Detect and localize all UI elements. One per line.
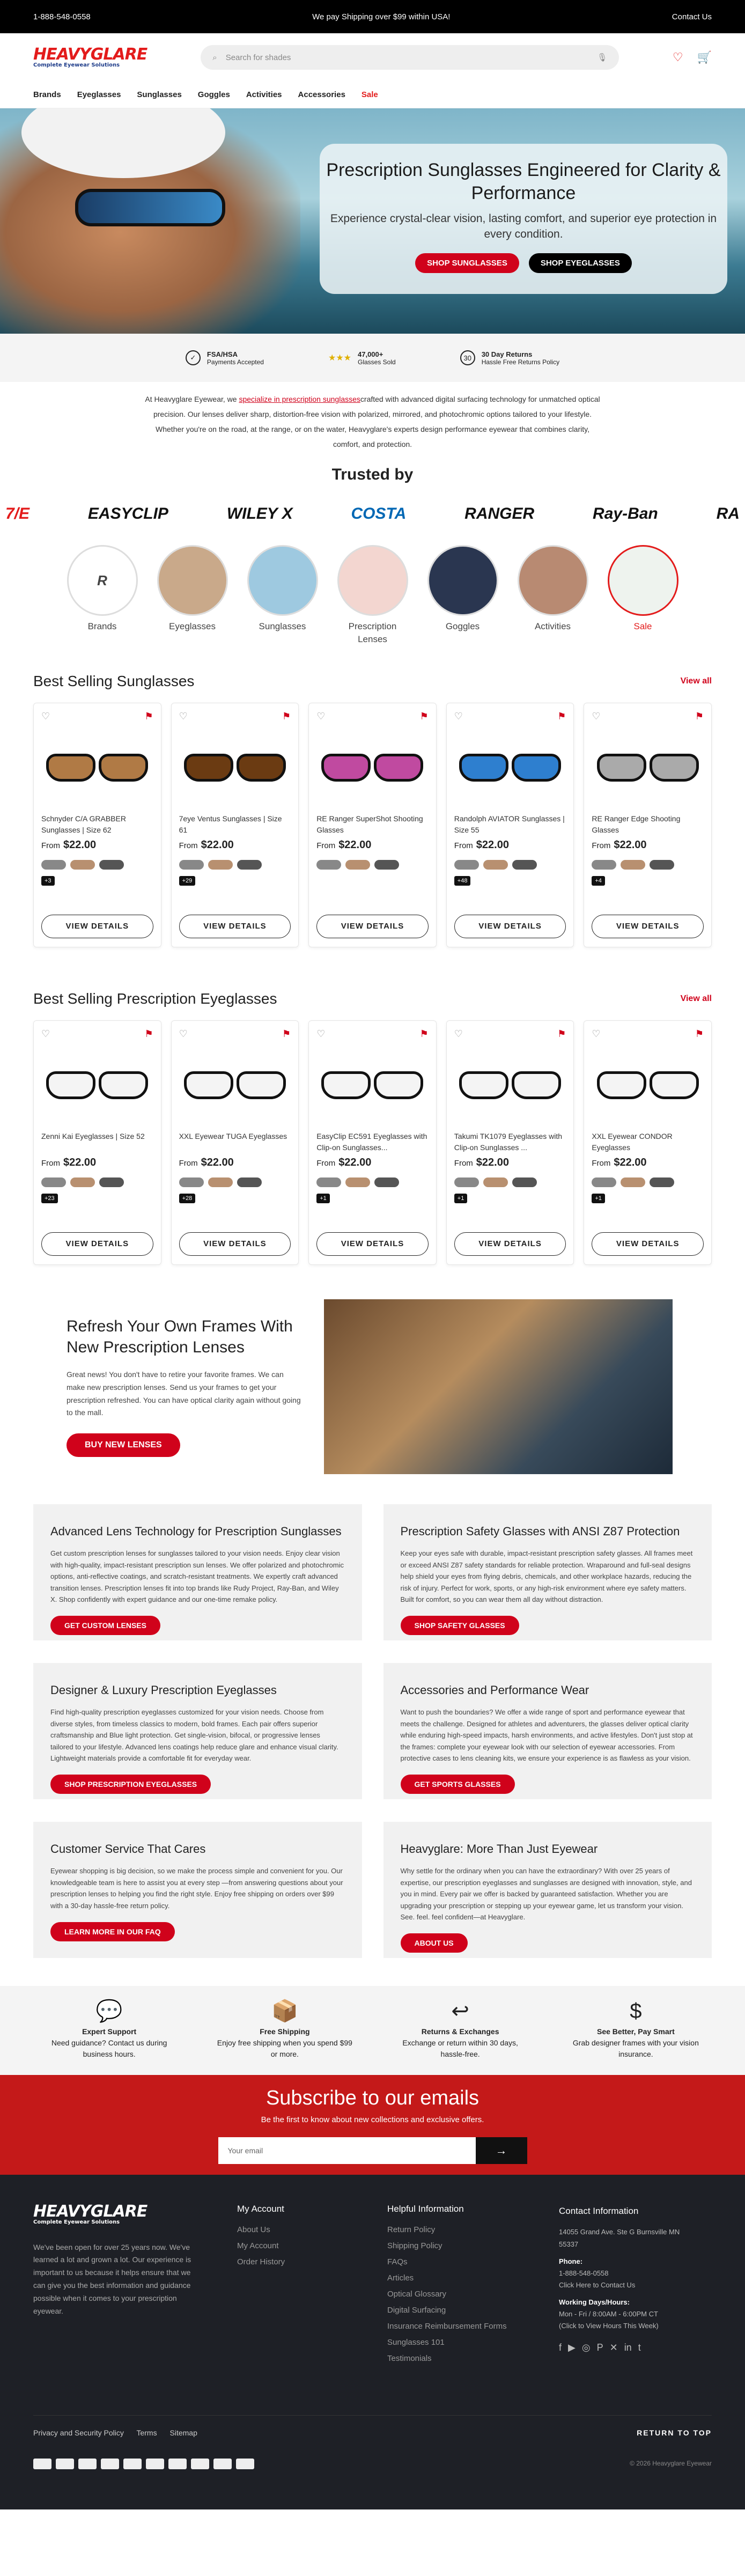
discover-icon [101, 2459, 119, 2469]
hero-card [320, 144, 727, 294]
product-card[interactable] [446, 1020, 574, 1265]
social-icons [559, 2339, 698, 2356]
view-details-button[interactable]: VIEW DETAILS [454, 1232, 566, 1256]
info-box: Advanced Lens Technology for Prescription Sunglasses Get custom prescription lenses for sunglasses tailored to your vision needs. Enjoy clear vision with high-quality, impact-resistant prescription sun lenses. We offer polarized and photochromic options, anti-reflective coatings, and scratch-resistant treatments. We expertly craft advanced transition lenses. Prescription lenses fit into top brands like Rudy Project, Ray-Ban, and Wiley X. Shop confidently with expert guidance and our one-time remake policy. GET CUSTOM LENSES [33, 1504, 362, 1640]
box-icon: 📦 [271, 1999, 298, 2023]
footer-link[interactable]: FAQs [387, 2257, 408, 2266]
facebook-icon[interactable]: f [559, 2342, 562, 2353]
sale-tag-icon: ⚑ [144, 710, 153, 722]
nav-goggles[interactable]: Goggles [197, 90, 230, 99]
email-input[interactable]: Your email [218, 2137, 476, 2164]
footer-about: We've been open for over 25 years now. We've learned a lot and grown a lot. Our experience is important to us because it helps ensure that we can give you the best information and guidance possible when it comes to your prescription eyewear. [33, 2242, 191, 2315]
linkedin-icon[interactable]: in [624, 2342, 632, 2353]
refresh-title: Refresh Your Own Frames With New Prescription Lenses [67, 1318, 293, 1356]
color-swatches[interactable] [316, 1177, 429, 1187]
category-row [0, 545, 745, 646]
product-card[interactable] [33, 1020, 161, 1265]
hero-sunglasses [75, 189, 225, 226]
more-colors-badge[interactable]: +4 [592, 876, 605, 886]
subscribe-text: Be the first to know about new collections and exclusive offers. [261, 2115, 484, 2124]
nav-brands[interactable]: Brands [33, 90, 61, 99]
trust-fsa: ✓ FSA/HSA Payments Accepted [186, 350, 264, 366]
view-details-button[interactable]: VIEW DETAILS [179, 1232, 291, 1256]
color-swatches[interactable] [454, 1177, 566, 1187]
main-nav [0, 82, 745, 108]
color-swatches[interactable] [41, 860, 153, 870]
sitemap-link[interactable]: Sitemap [169, 2428, 197, 2437]
feature-returns: ↩ Returns & Exchanges Exchange or return within 30 days, hassle-free. [390, 2000, 530, 2060]
footer-phone[interactable]: 1-888-548-0558 [559, 2269, 609, 2277]
footer-link[interactable]: Sunglasses 101 [387, 2337, 445, 2347]
top-bar [0, 0, 745, 33]
footer-link[interactable]: Shipping Policy [387, 2241, 442, 2250]
footer-link[interactable]: Order History [237, 2257, 285, 2266]
wishlist-heart-icon[interactable]: ♡ [592, 1028, 601, 1039]
wishlist-heart-icon[interactable]: ♡ [179, 1028, 188, 1039]
brand-logo[interactable]: COSTA [351, 505, 407, 522]
info-box: Customer Service That Cares Eyewear shopping is big decision, so we make the process simple and convenient for you. Our knowledgeable team is here to assist you at every step —from answering questions about your prescription lenses to helping you find the right style. Enjoy free shipping on orders over $99 with a 30-day hassle-free return policy. LEARN MORE IN OUR FAQ [33, 1822, 362, 1958]
view-details-button[interactable]: VIEW DETAILS [41, 915, 153, 938]
mic-icon[interactable]: 🎙 [597, 53, 608, 62]
brand-carousel [0, 487, 745, 541]
trust-sold: ★★★ 47,000+ Glasses Sold [328, 350, 396, 366]
wishlist-heart-icon[interactable]: ♡ [592, 710, 601, 722]
product-card[interactable] [171, 1020, 299, 1265]
sale-tag-icon: ⚑ [282, 1028, 291, 1039]
youtube-icon[interactable]: ▶ [568, 2342, 576, 2353]
category-prescription-lenses[interactable]: Prescription Lenses [337, 545, 408, 646]
category-brands[interactable]: R Brands [67, 545, 138, 646]
subscribe-section [0, 2075, 745, 2175]
product-image[interactable] [592, 1045, 704, 1125]
brand-logo[interactable]: RA [716, 505, 740, 522]
product-image[interactable] [41, 1045, 153, 1125]
color-swatches[interactable] [316, 860, 429, 870]
search-bar[interactable] [201, 45, 619, 70]
wishlist-heart-icon[interactable]: ♡ [179, 710, 188, 722]
product-name[interactable]: 7eye Ventus Sunglasses | Size 61 [179, 814, 282, 834]
visa-icon [236, 2459, 254, 2469]
footer-link[interactable]: Return Policy [387, 2225, 436, 2234]
footer-link[interactable]: Digital Surfacing [387, 2305, 446, 2315]
view-details-button[interactable]: VIEW DETAILS [454, 915, 566, 938]
color-swatches[interactable] [454, 860, 566, 870]
feature-pay: $ See Better, Pay Smart Grab designer frames with your vision insurance. [566, 2000, 705, 2060]
about-us-button[interactable]: ABOUT US [401, 1933, 468, 1953]
view-details-button[interactable]: VIEW DETAILS [592, 1232, 704, 1256]
product-name[interactable]: EasyClip EC591 Eyeglasses with Clip-on Sunglasses... [316, 1131, 427, 1152]
info-box: Heavyglare: More Than Just Eyewear Why settle for the ordinary when you can have the extraordinary? With over 25 years of expertise, our prescription eyeglasses and sunglasses are designed with innovation, style, and you in mind. Every pair we offer is backed by guaranteed satisfaction. Whether you are upgrading your prescription or stepping up your eyewear game, let us transform your vision. See. feel. feel confident—at Heavyglare. ABOUT US [383, 1822, 712, 1958]
product-price: From $22.00 [179, 838, 234, 851]
more-colors-badge[interactable]: +1 [454, 1194, 468, 1203]
more-colors-badge[interactable]: +3 [41, 876, 55, 886]
search-input[interactable]: Search for shades [225, 53, 291, 62]
brand-logo[interactable]: RANGER [464, 505, 535, 522]
product-card[interactable] [308, 1020, 437, 1265]
refresh-text: Great news! You don't have to retire your favorite frames. We can make new prescription lenses. Send us your frames to get your prescription refreshed. You can have optical clarity again without going to the mall. [67, 1370, 301, 1417]
promo-text: We pay Shipping over $99 within USA! [312, 12, 451, 21]
product-image[interactable] [179, 727, 291, 808]
shop-sunglasses-button[interactable]: SHOP SUNGLASSES [415, 253, 519, 273]
footer-link[interactable]: Optical Glossary [387, 2289, 447, 2299]
more-colors-badge[interactable]: +48 [454, 876, 471, 886]
wishlist-heart-icon[interactable]: ♡ [672, 50, 683, 64]
product-card[interactable] [308, 703, 437, 947]
search-icon: ⌕ [212, 53, 217, 62]
feature-shipping: 📦 Free Shipping Enjoy free shipping when you spend $99 or more. [215, 2000, 355, 2060]
product-price: From $22.00 [592, 1156, 647, 1168]
sale-tag-icon: ⚑ [282, 710, 291, 722]
category-sunglasses[interactable]: Sunglasses [247, 545, 318, 646]
color-swatches[interactable] [592, 860, 704, 870]
eyeglasses-section-header [0, 990, 745, 1007]
product-image[interactable] [316, 727, 429, 808]
contact-link[interactable]: Contact Us [672, 12, 712, 21]
info-box: Accessories and Performance Wear Want to push the boundaries? We offer a wide range of sport and performance eyewear that meets the challenge. Designed for athletes and adventurers, the glasses deliver optical clarity while enduring high-speed impacts, harsh environments, and active lifestyles. Don't just stop at the frames: complete your eyewear look with our selection of eyewear accessories. From protective cases to lens cleaning kits, we ensure your experience is as flawless as your vision. GET SPORTS GLASSES [383, 1663, 712, 1799]
hero-banner [0, 108, 745, 334]
product-price: From $22.00 [41, 1156, 97, 1168]
brand-logo[interactable]: EASYCLIP [87, 505, 168, 522]
view-details-button[interactable]: VIEW DETAILS [316, 1232, 429, 1256]
sale-tag-icon: ⚑ [695, 1028, 704, 1039]
dollar-icon: $ [630, 1999, 642, 2023]
product-image[interactable] [592, 727, 704, 808]
more-colors-badge[interactable]: +1 [316, 1194, 330, 1203]
shop-eyeglasses-button[interactable]: SHOP EYEGLASSES [529, 253, 632, 273]
check-icon: ✓ [186, 350, 201, 365]
color-swatches[interactable] [592, 1177, 704, 1187]
footer-link[interactable]: Articles [387, 2273, 414, 2283]
product-price: From $22.00 [179, 1156, 234, 1168]
return-to-top-button[interactable]: RETURN TO TOP [637, 2428, 712, 2437]
refresh-section [0, 1299, 745, 1474]
product-name[interactable]: Schnyder C/A GRABBER Sunglasses | Size 62 [41, 814, 126, 834]
view-all-link[interactable]: View all [680, 676, 712, 686]
product-card[interactable] [584, 703, 712, 947]
footer: HEAVYGLARE Complete Eyewear Solutions We've been open for over 25 years now. We've learned a lot and grown a lot. Our experience is important to us because it helps ensure that we can give you the best information and guidance possible when it comes to your prescription eyewear. My Account About Us My Account Order History Helpful Information Return Policy Shipping Policy FAQs Articles Optical Glossary Digital Surfacing Insurance Reimbursement Forms Sunglasses 101 Testimonials Contact Information 14055 Grand Ave. Ste G Burnsville MN 55337 Phone: 1-888-548-0558 Click Here to Contact Us Working Days/Hours: Mon - Fri / 8:00AM - 6:00PM CT (Click to View Hours This Week) f ▶ ◎ P ✕ in t Privacy and Security Policy Terms Sitemap RETURN TO TOP © 2026 Heavyglare Eyewear [0, 2175, 745, 2509]
product-image[interactable] [454, 1045, 566, 1125]
info-box: Designer & Luxury Prescription Eyeglasses Find high-quality prescription eyeglasses customized for your vision needs. Choose from diverse styles, from timeless classics to modern, bold frames. Each pair offers superior craftsmanship and Blue light protection. Get single-vision, bifocal, or progressive lenses tailored to your lifestyle. Advanced lens coatings help reduce glare and enhance visual clarity. Lightweight materials provide a comfortable fit for everyday wear. SHOP PRESCRIPTION EYEGLASSES [33, 1663, 362, 1799]
contact-link[interactable]: Click Here to Contact Us [559, 2280, 636, 2289]
intro-text: At Heavyglare Eyewear, we specialize in prescription sunglassescrafted with advanced digital surfacing technology for unmatched optical precision. Our lenses deliver sharp, distortion-free vision with polarized, mirrored, and photochromic options tailored to your lifestyle. Whether you're on the road, at the range, or on the water, Heavyglare's experts design performance eyewear that combines clarity, comfort, and protection. [145, 395, 600, 448]
pinterest-icon[interactable]: P [596, 2342, 603, 2353]
product-price: From $22.00 [41, 838, 97, 851]
product-price: From $22.00 [454, 1156, 509, 1168]
sale-tag-icon: ⚑ [419, 1028, 429, 1039]
category-goggles[interactable]: Goggles [427, 545, 498, 646]
nav-eyeglasses[interactable]: Eyeglasses [77, 90, 121, 99]
address: 14055 Grand Ave. Ste G Burnsville MN 55337 [559, 2228, 680, 2248]
info-boxes [0, 1504, 745, 1958]
color-swatches[interactable] [179, 860, 291, 870]
nav-sunglasses[interactable]: Sunglasses [137, 90, 182, 99]
product-image[interactable] [41, 727, 153, 808]
product-name[interactable]: XXL Eyewear CONDOR Eyeglasses [592, 1131, 673, 1152]
trusted-title: Trusted by [331, 466, 414, 483]
info-box: Prescription Safety Glasses with ANSI Z87 Protection Keep your eyes safe with durable, impact-resistant prescription safety glasses. All frames meet or exceed ANSI Z87 safety standards for reliable protection. Wraparound and full-seal designs help shield your eyes from flying debris, chemicals, and other workplace hazards, reducing the risk of injury. Perfect for work, sports, or any high-risk environment where eye safety matters. Built for comfort, so you can wear them all day without distraction. SHOP SAFETY GLASSES [383, 1504, 712, 1640]
feature-support: 💬 Expert Support Need guidance? Contact us during business hours. [40, 2000, 179, 2060]
shop-safety-glasses-button[interactable]: SHOP SAFETY GLASSES [401, 1616, 519, 1635]
view-details-button[interactable]: VIEW DETAILS [41, 1232, 153, 1256]
product-price: From $22.00 [316, 1156, 372, 1168]
phone-number[interactable]: 1-888-548-0558 [33, 12, 91, 21]
tumblr-icon[interactable]: t [638, 2342, 641, 2353]
terms-link[interactable]: Terms [136, 2428, 157, 2437]
product-name[interactable]: Zenni Kai Eyeglasses | Size 52 [41, 1131, 145, 1140]
shop-prescription-eyeglasses-button[interactable]: SHOP PRESCRIPTION EYEGLASSES [50, 1775, 211, 1794]
view-all-link[interactable]: View all [680, 993, 712, 1003]
more-colors-badge[interactable]: +28 [179, 1194, 196, 1203]
wishlist-heart-icon[interactable]: ♡ [316, 1028, 326, 1039]
footer-link[interactable]: Insurance Reimbursement Forms [387, 2321, 507, 2331]
mastercard-icon [146, 2459, 164, 2469]
product-name[interactable]: Takumi TK1079 Eyeglasses with Clip-on Sunglasses ... [454, 1131, 563, 1152]
buy-new-lenses-button[interactable]: BUY NEW LENSES [67, 1433, 180, 1457]
wishlist-heart-icon[interactable]: ♡ [41, 1028, 50, 1039]
get-sports-glasses-button[interactable]: GET SPORTS GLASSES [401, 1775, 515, 1794]
product-card[interactable] [446, 703, 574, 947]
x-icon[interactable]: ✕ [609, 2342, 618, 2353]
subscribe-arrow-button[interactable]: → [476, 2137, 527, 2164]
category-sale[interactable]: Sale [608, 545, 678, 646]
color-swatches[interactable] [179, 1177, 291, 1187]
brand-logo[interactable]: WILEY X [226, 505, 293, 522]
product-price: From $22.00 [592, 838, 647, 851]
cart-icon[interactable]: 🛒 [697, 50, 712, 64]
venmo-icon [213, 2459, 232, 2469]
footer-link[interactable]: About Us [237, 2225, 270, 2234]
faq-button[interactable]: LEARN MORE IN OUR FAQ [50, 1922, 175, 1941]
nav-accessories[interactable]: Accessories [298, 90, 345, 99]
intro-link[interactable]: specialize in prescription sunglasses [239, 395, 360, 403]
product-name[interactable]: RE Ranger Edge Shooting Glasses [592, 814, 681, 834]
subscribe-title: Subscribe to our emails [265, 2086, 480, 2109]
googlepay-icon [123, 2459, 142, 2469]
site-logo[interactable]: HEAVYGLARE Complete Eyewear Solutions [33, 45, 147, 68]
eyeglasses-grid [0, 1020, 745, 1265]
more-colors-badge[interactable]: +1 [592, 1194, 605, 1203]
sunglasses-grid [0, 703, 745, 947]
footer-link[interactable]: Testimonials [387, 2353, 432, 2363]
paypal-icon [168, 2459, 187, 2469]
product-image[interactable] [454, 727, 566, 808]
payment-icons [33, 2459, 712, 2469]
color-swatches[interactable] [41, 1177, 153, 1187]
trust-bar [0, 334, 745, 382]
hero-title: Prescription Sunglasses Engineered for Clarity & Performance [326, 160, 721, 203]
product-image[interactable] [316, 1045, 429, 1125]
diners-icon [78, 2459, 97, 2469]
shoppay-icon [191, 2459, 209, 2469]
view-details-button[interactable]: VIEW DETAILS [179, 915, 291, 938]
sale-tag-icon: ⚑ [695, 710, 704, 722]
wishlist-heart-icon[interactable]: ♡ [316, 710, 326, 722]
return-arrow-icon: ↩ [451, 1999, 469, 2023]
category-eyeglasses[interactable]: Eyeglasses [157, 545, 228, 646]
product-image[interactable] [179, 1045, 291, 1125]
sale-tag-icon: ⚑ [557, 1028, 566, 1039]
hours-link[interactable]: (Click to View Hours This Week) [559, 2322, 659, 2330]
wishlist-heart-icon[interactable]: ♡ [454, 1028, 463, 1039]
copyright: © 2026 Heavyglare Eyewear [630, 2459, 712, 2467]
nav-activities[interactable]: Activities [246, 90, 282, 99]
hero-subtitle: Experience crystal-clear vision, lasting comfort, and superior eye protection in every condition. [330, 212, 717, 241]
wishlist-heart-icon[interactable]: ♡ [41, 710, 50, 722]
privacy-link[interactable]: Privacy and Security Policy [33, 2428, 124, 2437]
more-colors-badge[interactable]: +23 [41, 1194, 58, 1203]
section-title: Best Selling Prescription Eyeglasses [33, 990, 277, 1007]
trust-returns: 30 30 Day Returns Hassle Free Returns Policy [460, 350, 559, 366]
section-title: Best Selling Sunglasses [33, 672, 195, 689]
product-card[interactable] [584, 1020, 712, 1265]
more-colors-badge[interactable]: +29 [179, 876, 196, 886]
category-activities[interactable]: Activities [518, 545, 588, 646]
amex-icon [33, 2459, 51, 2469]
product-card[interactable] [171, 703, 299, 947]
returns-icon: 30 [460, 350, 475, 365]
nav-sale[interactable]: Sale [361, 90, 378, 99]
product-card[interactable] [33, 703, 161, 947]
sale-tag-icon: ⚑ [144, 1028, 153, 1039]
refresh-photo [324, 1299, 673, 1474]
product-name[interactable]: RE Ranger SuperShot Shooting Glasses [316, 814, 423, 834]
view-details-button[interactable]: VIEW DETAILS [316, 915, 429, 938]
feature-strip [0, 1986, 745, 2075]
applepay-icon [56, 2459, 74, 2469]
sale-tag-icon: ⚑ [557, 710, 566, 722]
header [0, 33, 745, 82]
product-price: From $22.00 [454, 838, 509, 851]
footer-link[interactable]: My Account [237, 2241, 279, 2250]
brand-logo[interactable]: 7/E [5, 505, 30, 522]
stars-icon: ★★★ [328, 354, 351, 363]
view-details-button[interactable]: VIEW DETAILS [592, 915, 704, 938]
get-custom-lenses-button[interactable]: GET CUSTOM LENSES [50, 1616, 160, 1635]
product-price: From $22.00 [316, 838, 372, 851]
brand-logo[interactable]: Ray-Ban [593, 505, 658, 522]
product-name[interactable]: Randolph AVIATOR Sunglasses | Size 55 [454, 814, 565, 834]
instagram-icon[interactable]: ◎ [581, 2342, 591, 2353]
sale-tag-icon: ⚑ [419, 710, 429, 722]
sunglasses-section-header [0, 673, 745, 690]
chat-icon: 💬 [95, 1999, 123, 2023]
wishlist-heart-icon[interactable]: ♡ [454, 710, 463, 722]
product-name[interactable]: XXL Eyewear TUGA Eyeglasses [179, 1131, 287, 1140]
footer-logo[interactable]: HEAVYGLARE Complete Eyewear Solutions [33, 2202, 147, 2225]
